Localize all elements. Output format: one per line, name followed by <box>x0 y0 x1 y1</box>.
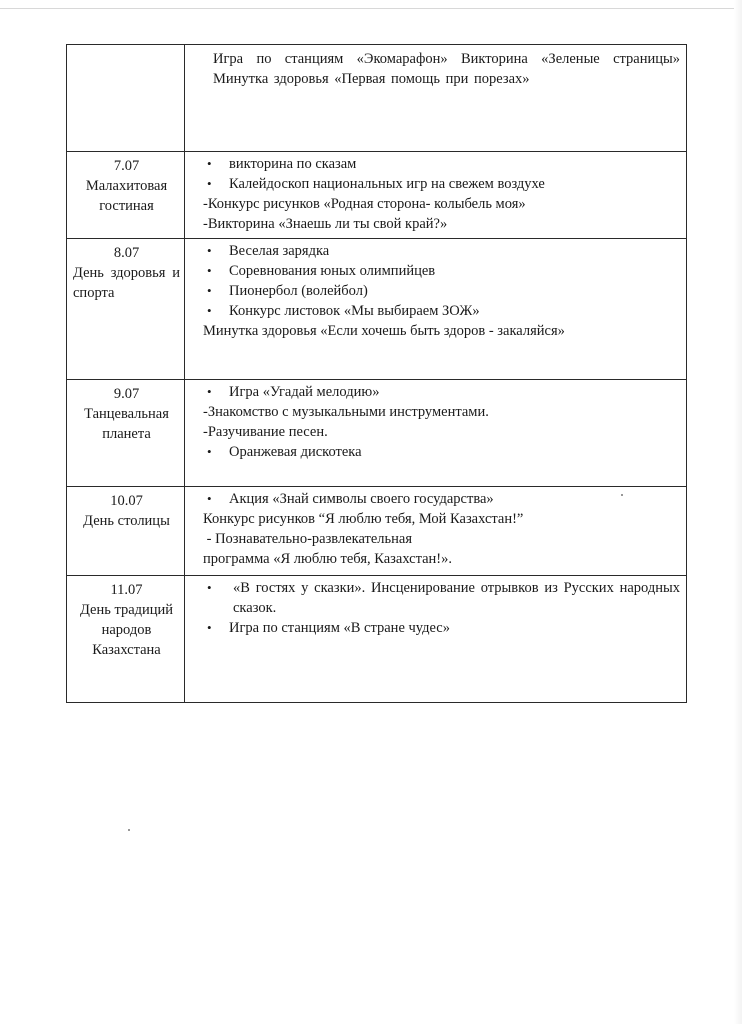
day-name: Малахитовая гостиная <box>85 178 168 214</box>
activity-item: • Конкурс листовок «Мы выбираем ЗОЖ» <box>203 301 680 321</box>
day-cell <box>67 239 185 380</box>
activity-item: • «В гостях у сказки». Инсценирование отрывков из Русских народных сказок. <box>203 578 680 618</box>
activity-item: программа «Я люблю тебя, Казахстан!». <box>203 551 452 567</box>
schedule-row <box>67 152 687 239</box>
day-cell-empty <box>67 45 185 152</box>
activity-item: Конкурс рисунков “Я люблю тебя, Мой Казахстан!” <box>203 511 524 527</box>
day-name: День столицы <box>83 513 170 529</box>
schedule-row <box>67 239 687 380</box>
scan-edge-top <box>0 8 742 9</box>
day-cell <box>67 380 185 487</box>
activity-item: • викторина по сказам <box>203 154 680 174</box>
scan-edge-right <box>734 0 742 1024</box>
day-name: День традиций народов Казахстана <box>79 602 174 658</box>
day-name: Танцевальная планета <box>84 406 169 442</box>
activity-item: • Калейдоскоп национальных игр на свежем воздухе <box>203 174 680 194</box>
activities-text: Игра по станциям «Экомарафон» Викторина «Зеленые страницы» Минутка здоровья «Первая помощь при порезах» <box>213 51 680 87</box>
activity-item: Минутка здоровья «Если хочешь быть здоров - закаляйся» <box>203 323 565 339</box>
day-cell <box>67 576 185 703</box>
day-date: 7.07 <box>113 158 140 174</box>
activity-item: • Игра по станциям «В стране чудес» <box>203 618 680 638</box>
activities-cell <box>185 380 687 487</box>
day-date: 8.07 <box>113 245 140 261</box>
activity-item: • Оранжевая дискотека <box>203 442 680 462</box>
schedule-table <box>66 44 687 703</box>
activity-item: • Игра «Угадай мелодию» <box>203 382 680 402</box>
activities-cell <box>185 239 687 380</box>
activities-cell <box>185 576 687 703</box>
activity-item: • Акция «Знай символы своего государства» <box>203 489 680 509</box>
day-date: 11.07 <box>110 582 143 598</box>
activities-cell <box>185 152 687 239</box>
activity-item: • Соревнования юных олимпийцев <box>203 261 680 281</box>
activity-item: -Викторина «Знаешь ли ты свой край?» <box>203 216 448 232</box>
day-name: День здоровья и спорта <box>73 265 180 301</box>
activity-item: -Конкурс рисунков «Родная сторона- колыбель моя» <box>203 196 526 212</box>
activity-item: • Пионербол (волейбол) <box>203 281 680 301</box>
activity-item: -Разучивание песен. <box>203 424 328 440</box>
scan-speck <box>128 829 130 831</box>
day-cell <box>67 152 185 239</box>
schedule-row <box>67 380 687 487</box>
schedule-row <box>67 576 687 703</box>
schedule-row-intro <box>67 45 687 152</box>
activity-item: • Веселая зарядка <box>203 241 680 261</box>
activity-item: -Знакомство с музыкальными инструментами. <box>203 404 489 420</box>
activities-cell <box>185 487 687 576</box>
activities-cell <box>185 45 687 152</box>
schedule-row <box>67 487 687 576</box>
day-cell <box>67 487 185 576</box>
day-date: 9.07 <box>113 386 140 402</box>
day-date: 10.07 <box>110 493 143 509</box>
activity-item: - Познавательно-развлекательная <box>203 531 413 547</box>
